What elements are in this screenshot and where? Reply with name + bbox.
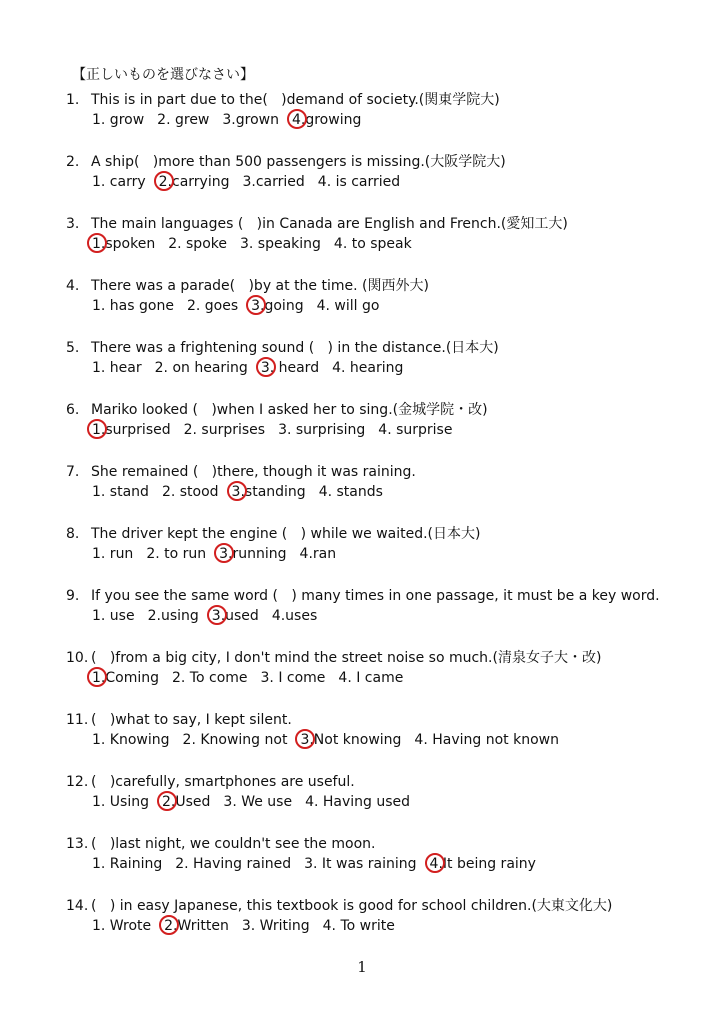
answer-option-circled: 1.surprised bbox=[92, 422, 171, 438]
answer-option: 3. We use bbox=[223, 794, 293, 810]
question-item bbox=[66, 214, 706, 254]
answer-option: 1. Using bbox=[92, 794, 149, 810]
question-number: 10. bbox=[66, 650, 89, 666]
answer-option: 4. hearing bbox=[332, 360, 404, 376]
question-item bbox=[66, 586, 706, 626]
answer-option: 4. Having not known bbox=[414, 732, 559, 748]
answer-option-circled: 4.growing bbox=[291, 112, 362, 128]
question-number: 13. bbox=[66, 836, 89, 852]
answer-option: 4. surprise bbox=[378, 422, 453, 438]
answer-option: 2. Knowing not bbox=[182, 732, 288, 748]
question-number: 12. bbox=[66, 774, 89, 790]
options-line bbox=[66, 234, 706, 254]
answer-option: 3. speaking bbox=[239, 236, 321, 252]
question-number: 4. bbox=[66, 278, 80, 294]
answer-option: 2.using bbox=[147, 608, 199, 624]
answer-option: 1. Wrote bbox=[92, 918, 152, 934]
answer-option-circled: 2.carrying bbox=[158, 174, 230, 190]
question-line bbox=[66, 338, 706, 358]
answer-option: 4. to speak bbox=[333, 236, 412, 252]
options-line bbox=[66, 668, 706, 688]
options-line bbox=[66, 420, 706, 440]
answer-option-circled: 3.standing bbox=[231, 484, 306, 500]
question-text: ( )what to say, I kept silent. bbox=[91, 712, 292, 728]
answer-option: 1. use bbox=[92, 608, 135, 624]
question-number: 14. bbox=[66, 898, 89, 914]
question-line bbox=[66, 462, 706, 482]
question-item bbox=[66, 896, 706, 936]
question-number: 11. bbox=[66, 712, 89, 728]
options-line bbox=[66, 544, 706, 564]
question-item bbox=[66, 400, 706, 440]
answer-option: 3. Writing bbox=[241, 918, 310, 934]
question-line bbox=[66, 772, 706, 792]
question-text: Mariko looked ( )when I asked her to sing.(金城学院・改) bbox=[91, 402, 488, 418]
question-line bbox=[66, 896, 706, 916]
answer-option-circled: 3. heard bbox=[260, 360, 320, 376]
question-text: The main languages ( )in Canada are English and French.(愛知工大) bbox=[91, 216, 568, 232]
question-item bbox=[66, 648, 706, 688]
question-line bbox=[66, 834, 706, 854]
question-item bbox=[66, 152, 706, 192]
question-number: 5. bbox=[66, 340, 80, 356]
answer-option: 2. grew bbox=[157, 112, 210, 128]
question-item bbox=[66, 710, 706, 750]
answer-option: 1. Raining bbox=[92, 856, 163, 872]
options-line bbox=[66, 482, 706, 502]
answer-option: 1. run bbox=[92, 546, 134, 562]
question-line bbox=[66, 214, 706, 234]
options-line bbox=[66, 296, 706, 316]
question-line bbox=[66, 524, 706, 544]
question-item bbox=[66, 462, 706, 502]
answer-option: 3. It was raining bbox=[304, 856, 417, 872]
answer-option: 1. has gone bbox=[92, 298, 174, 314]
question-text: ( )from a big city, I don't mind the street noise so much.(清泉女子大・改) bbox=[91, 650, 602, 666]
answer-option: 3.carried bbox=[242, 174, 305, 190]
answer-option: 3. I come bbox=[260, 670, 326, 686]
question-item bbox=[66, 772, 706, 812]
question-line bbox=[66, 648, 706, 668]
question-item bbox=[66, 90, 706, 130]
question-text: There was a frightening sound ( ) in the distance.(日本大) bbox=[91, 340, 499, 356]
question-text: If you see the same word ( ) many times in one passage, it must be a key word. bbox=[91, 588, 660, 604]
question-line bbox=[66, 90, 706, 110]
options-line bbox=[66, 110, 706, 130]
question-line bbox=[66, 400, 706, 420]
options-line bbox=[66, 730, 706, 750]
answer-option: 1. grow bbox=[92, 112, 145, 128]
options-line bbox=[66, 358, 706, 378]
options-line bbox=[66, 854, 706, 874]
question-text: A ship( )more than 500 passengers is missing.(大阪学院大) bbox=[91, 154, 506, 170]
answer-option-circled: 3.used bbox=[211, 608, 259, 624]
question-text: ( )last night, we couldn't see the moon. bbox=[91, 836, 376, 852]
answer-option: 4. stands bbox=[318, 484, 383, 500]
answer-option: 3. surprising bbox=[278, 422, 366, 438]
question-number: 3. bbox=[66, 216, 80, 232]
question-line bbox=[66, 276, 706, 296]
answer-option: 2. on hearing bbox=[154, 360, 248, 376]
answer-option: 2. goes bbox=[186, 298, 239, 314]
question-line bbox=[66, 152, 706, 172]
answer-option-circled: 4.It being rainy bbox=[429, 856, 536, 872]
answer-option-circled: 3.running bbox=[219, 546, 287, 562]
question-line bbox=[66, 710, 706, 730]
answer-option-circled: 1.Coming bbox=[92, 670, 159, 686]
question-number: 6. bbox=[66, 402, 80, 418]
options-line bbox=[66, 172, 706, 192]
answer-option: 2. to run bbox=[146, 546, 207, 562]
answer-option: 1. carry bbox=[92, 174, 146, 190]
answer-option: 2. Having rained bbox=[175, 856, 292, 872]
answer-option: 4. To write bbox=[322, 918, 395, 934]
answer-option: 4.ran bbox=[299, 546, 337, 562]
question-text: There was a parade( )by at the time. (関西外大) bbox=[91, 278, 429, 294]
answer-option: 3.grown bbox=[222, 112, 279, 128]
options-line bbox=[66, 792, 706, 812]
question-text: ( ) in easy Japanese, this textbook is good for school children.(大東文化大) bbox=[91, 898, 613, 914]
answer-option: 2. stood bbox=[161, 484, 219, 500]
question-number: 7. bbox=[66, 464, 80, 480]
answer-option: 1. Knowing bbox=[92, 732, 170, 748]
question-text: She remained ( )there, though it was raining. bbox=[91, 464, 416, 480]
answer-option-circled: 2.Written bbox=[164, 918, 229, 934]
answer-option: 1. hear bbox=[92, 360, 142, 376]
answer-option: 1. stand bbox=[92, 484, 149, 500]
worksheet-heading: 【正しいものを選びなさい】 bbox=[72, 67, 254, 83]
question-number: 1. bbox=[66, 92, 80, 108]
answer-option: 2. To come bbox=[172, 670, 248, 686]
answer-option: 4. Having used bbox=[305, 794, 411, 810]
question-number: 8. bbox=[66, 526, 80, 542]
options-line bbox=[66, 916, 706, 936]
answer-option-circled: 3.Not knowing bbox=[300, 732, 402, 748]
question-item bbox=[66, 276, 706, 316]
question-number: 9. bbox=[66, 588, 80, 604]
answer-option: 4.uses bbox=[271, 608, 318, 624]
answer-option: 4. I came bbox=[338, 670, 404, 686]
question-text: ( )carefully, smartphones are useful. bbox=[91, 774, 355, 790]
page-number: 1 bbox=[357, 958, 367, 976]
question-item bbox=[66, 834, 706, 874]
answer-option-circled: 3.going bbox=[251, 298, 304, 314]
answer-option-circled: 1.spoken bbox=[92, 236, 156, 252]
question-text: The driver kept the engine ( ) while we waited.(日本大) bbox=[91, 526, 481, 542]
question-number: 2. bbox=[66, 154, 80, 170]
answer-option-circled: 2.Used bbox=[162, 794, 211, 810]
answer-option: 4. is carried bbox=[317, 174, 401, 190]
question-item bbox=[66, 524, 706, 564]
answer-option: 4. will go bbox=[316, 298, 380, 314]
question-item bbox=[66, 338, 706, 378]
question-text: This is in part due to the( )demand of society.(関東学院大) bbox=[91, 92, 500, 108]
options-line bbox=[66, 606, 706, 626]
question-line bbox=[66, 586, 706, 606]
answer-option: 2. surprises bbox=[183, 422, 266, 438]
answer-option: 2. spoke bbox=[168, 236, 227, 252]
